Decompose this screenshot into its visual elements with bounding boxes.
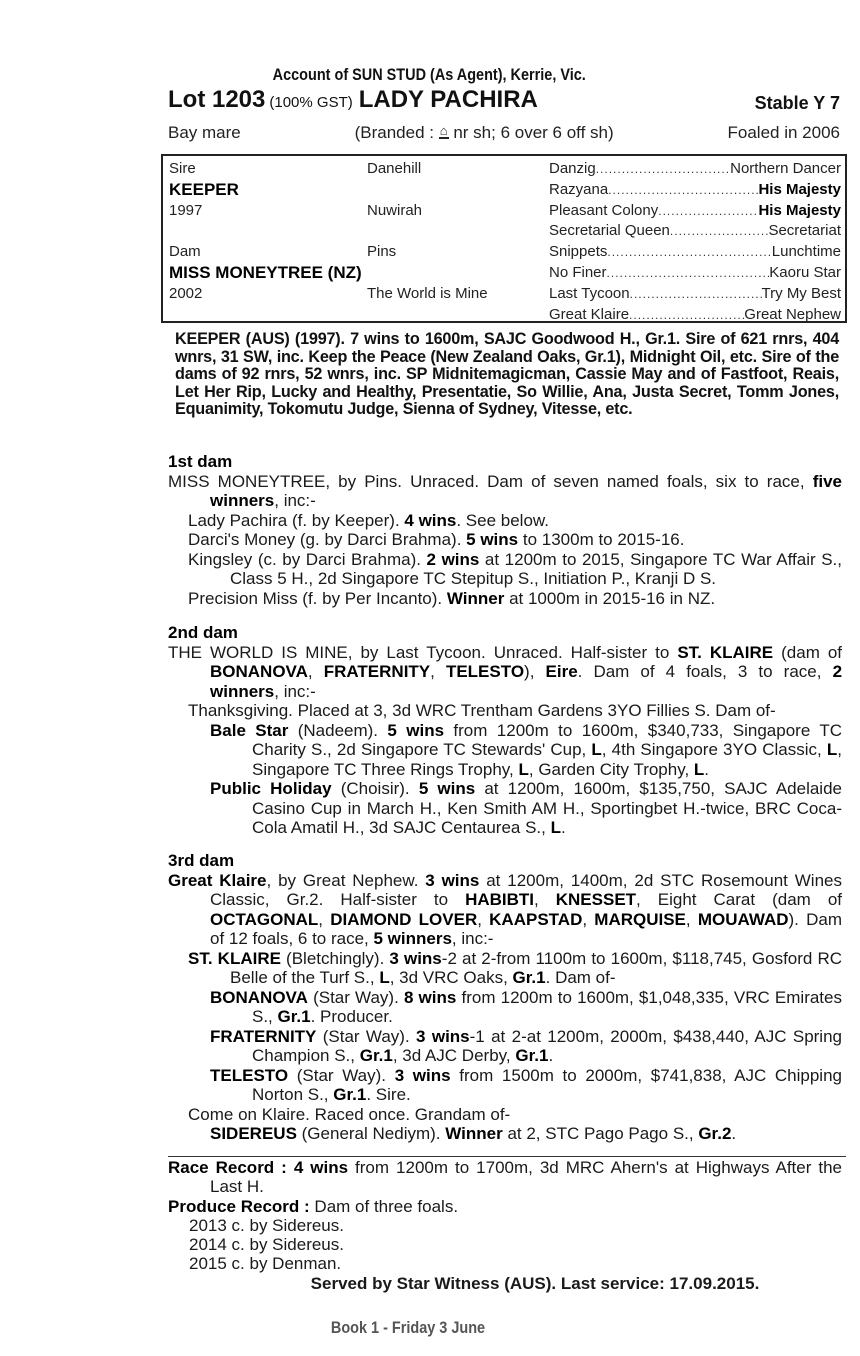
progeny-entry: ST. KLAIRE (Bletchingly). 3 wins-2 at 2-from 1100m to 1600m, $118,745, Gosford RC Belle of the Turf S., L, 3d VRC Oaks, Gr.1. Dam of- (188, 948, 843, 987)
pedigree-grandparents-column (367, 159, 488, 305)
progeny-entry: BONANOVA (Star Way). 8 wins from 1200m to 1600m, $1,048,335, VRC Emirates S., Gr.1. Producer. (210, 987, 842, 1026)
section-heading: 3rd dam (168, 851, 235, 870)
great-grandparent-row: Great Klaire ..... Great Nephew (549, 305, 841, 326)
sire-dam: Nuwirah (367, 201, 423, 219)
sire-sire: Danehill (367, 160, 422, 177)
progeny-entry: SIDEREUS (General Nediym). Winner at 2, STC Pago Pago S., Gr.2. (210, 1124, 737, 1143)
horse-sex-colour: Bay mare (168, 123, 241, 142)
dam-sire: Pins (367, 243, 397, 261)
great-grandparent-row: Secretarial Queen ..... Secretariat (549, 221, 841, 242)
sire-summary-paragraph: KEEPER (AUS) (1997). 7 wins to 1600m, SAJC Goodwood H., Gr.1. Sire of 621 rnrs, 404 wnrs, 31 SW, inc. Keep the Peace (New Zealand Oaks, Gr.1), Midnight Oil, etc. Sire of the dams of 92 rnrs, 52 wnrs, inc. SP Midnitemagicman, Cassie May and of Fastfoot, Reais, Let Her Rip, Lucky and Healthy, Presentatie, So Willie, Ana, Justa Secret, Tomm Jones, Equanimity, Tokomutu Judge, Sienna of Sydney, Vitesse, etc. (175, 330, 839, 419)
pedigree-parents-column (169, 159, 362, 305)
sire-year: 1997 (169, 201, 203, 219)
lot-title (168, 86, 538, 114)
great-grandparent-row: Pleasant Colony ..... His Majesty (549, 201, 841, 222)
stable-location: Stable Y 7 (754, 93, 840, 113)
progeny-entry: Lady Pachira (f. by Keeper). 4 wins. See below. (188, 510, 549, 530)
brand-description: (Branded : ⌂ nr sh; 6 over 6 off sh) (354, 123, 614, 142)
gst-note: (100% GST) (269, 94, 353, 111)
progeny-entry: TELESTO (Star Way). 3 wins from 1500m to 2000m, $741,838, AJC Chipping Norton S., Gr.1. Sire. (210, 1065, 842, 1104)
dam-intro: THE WORLD IS MINE, by Last Tycoon. Unraced. Half-sister to ST. KLAIRE (dam of BONANOVA, FRATERNITY, TELESTO), Eire. Dam of 4 foals, 3 to race, 2 winners, inc:- (168, 642, 843, 701)
sire-name: KEEPER (169, 179, 239, 199)
first-dam-section (168, 452, 842, 608)
second-dam-section (168, 623, 842, 838)
progeny-entry: Thanksgiving. Placed at 3, 3d WRC Trentham Gardens 3YO Fillies S. Dam of- (188, 701, 776, 720)
dam-dam: The World is Mine (367, 284, 488, 302)
brand-mark-icon: ⌂ (439, 123, 448, 138)
progeny-entry: FRATERNITY (Star Way). 3 wins-1 at 2-at 1200m, 2000m, $438,440, AJC Spring Champion S., Gr.1, 3d AJC Derby, Gr.1. (210, 1026, 842, 1065)
great-grandparent-row: Razyana ..... His Majesty (549, 180, 841, 201)
great-grandparent-row: Danzig ..... Northern Dancer (549, 159, 841, 180)
progeny-entry: Darci's Money (g. by Darci Brahma). 5 wins to 1300m to 2015-16. (188, 530, 685, 549)
page-footer: Book 1 - Friday 3 June (330, 1318, 486, 1337)
section-divider (168, 1156, 846, 1157)
third-dam-section (168, 851, 842, 1144)
progeny-entry: Bale Star (Nadeem). 5 wins from 1200m to 1600m, $340,733, Singapore TC Charity S., 2d Singapore TC Stewards' Cup, L, 4th Singapore 3YO Classic, L, Singapore TC Three Rings Trophy, L, Garden City Trophy, L. (210, 720, 843, 779)
section-heading: 2nd dam (168, 623, 238, 642)
records-section (168, 1158, 842, 1293)
great-grandparent-row: No Finer ..... Kaoru Star (549, 263, 841, 284)
sire-label: Sire (169, 160, 196, 177)
progeny-entry: Public Holiday (Choisir). 5 wins at 1200m, 1600m, $135,750, SAJC Adelaide Casino Cup in March H., Ken Smith AM H., Sportingbet H.-twice, BRC Coca-Cola Amatil H., 3d SAJC Centaurea S., L. (210, 779, 842, 837)
great-grandparent-row: Last Tycoon ..... Try My Best (549, 284, 841, 305)
progeny-entry: Kingsley (c. by Darci Brahma). 2 wins at 1200m to 2015, Singapore TC War Affair S., Class 5 H., 2d Singapore TC Stepitup S., Initiation P., Kranji D S. (188, 549, 842, 588)
dam-year: 2002 (169, 284, 203, 302)
dam-name: MISS MONEYTREE (NZ) (169, 262, 362, 282)
foaled-year: Foaled in 2006 (727, 123, 840, 142)
pedigree-table (161, 154, 847, 323)
race-record: Race Record : 4 wins from 1200m to 1700m, 3d MRC Ahern's at Highways After the Last H. (168, 1158, 843, 1197)
horse-description-row (168, 123, 840, 143)
foal-entry: 2013 c. by Sidereus. (189, 1215, 344, 1235)
progeny-entry: Precision Miss (f. by Per Incanto). Winner at 1000m in 2015-16 in NZ. (188, 588, 716, 608)
foal-entry: 2014 c. by Sidereus. (189, 1235, 344, 1255)
produce-record: Produce Record : Dam of three foals. (168, 1196, 459, 1216)
foal-entry: 2015 c. by Denman. (189, 1254, 342, 1274)
service-status: Served by Star Witness (AUS). Last service: 17.09.2015. (310, 1273, 760, 1293)
pedigree-great-grandparents-column (549, 159, 841, 325)
lot-number: Lot 1203 (168, 86, 266, 113)
progeny-entry: Come on Klaire. Raced once. Grandam of- (188, 1104, 511, 1124)
dam-label: Dam (169, 243, 201, 261)
horse-name: LADY PACHIRA (358, 86, 538, 113)
great-grandparent-row: Snippets ..... Lunchtime (549, 242, 841, 263)
dam-intro: MISS MONEYTREE, by Pins. Unraced. Dam of seven named foals, six to race, five winners, inc:- (168, 471, 842, 510)
dam-intro: Great Klaire, by Great Nephew. 3 wins at 1200m, 1400m, 2d STC Rosemount Wines Classic, Gr.2. Half-sister to HABIBTI, KNESSET, Eight Carat (dam of OCTAGONAL, DIAMOND LOVER, KAAPSTAD, MARQUISE, MOUAWAD). Dam of 12 foals, 6 to race, 5 winners, inc:- (168, 870, 843, 948)
vendor-account-line: Account of SUN STUD (As Agent), Kerrie, Vic. (272, 65, 586, 84)
section-heading: 1st dam (168, 452, 233, 471)
